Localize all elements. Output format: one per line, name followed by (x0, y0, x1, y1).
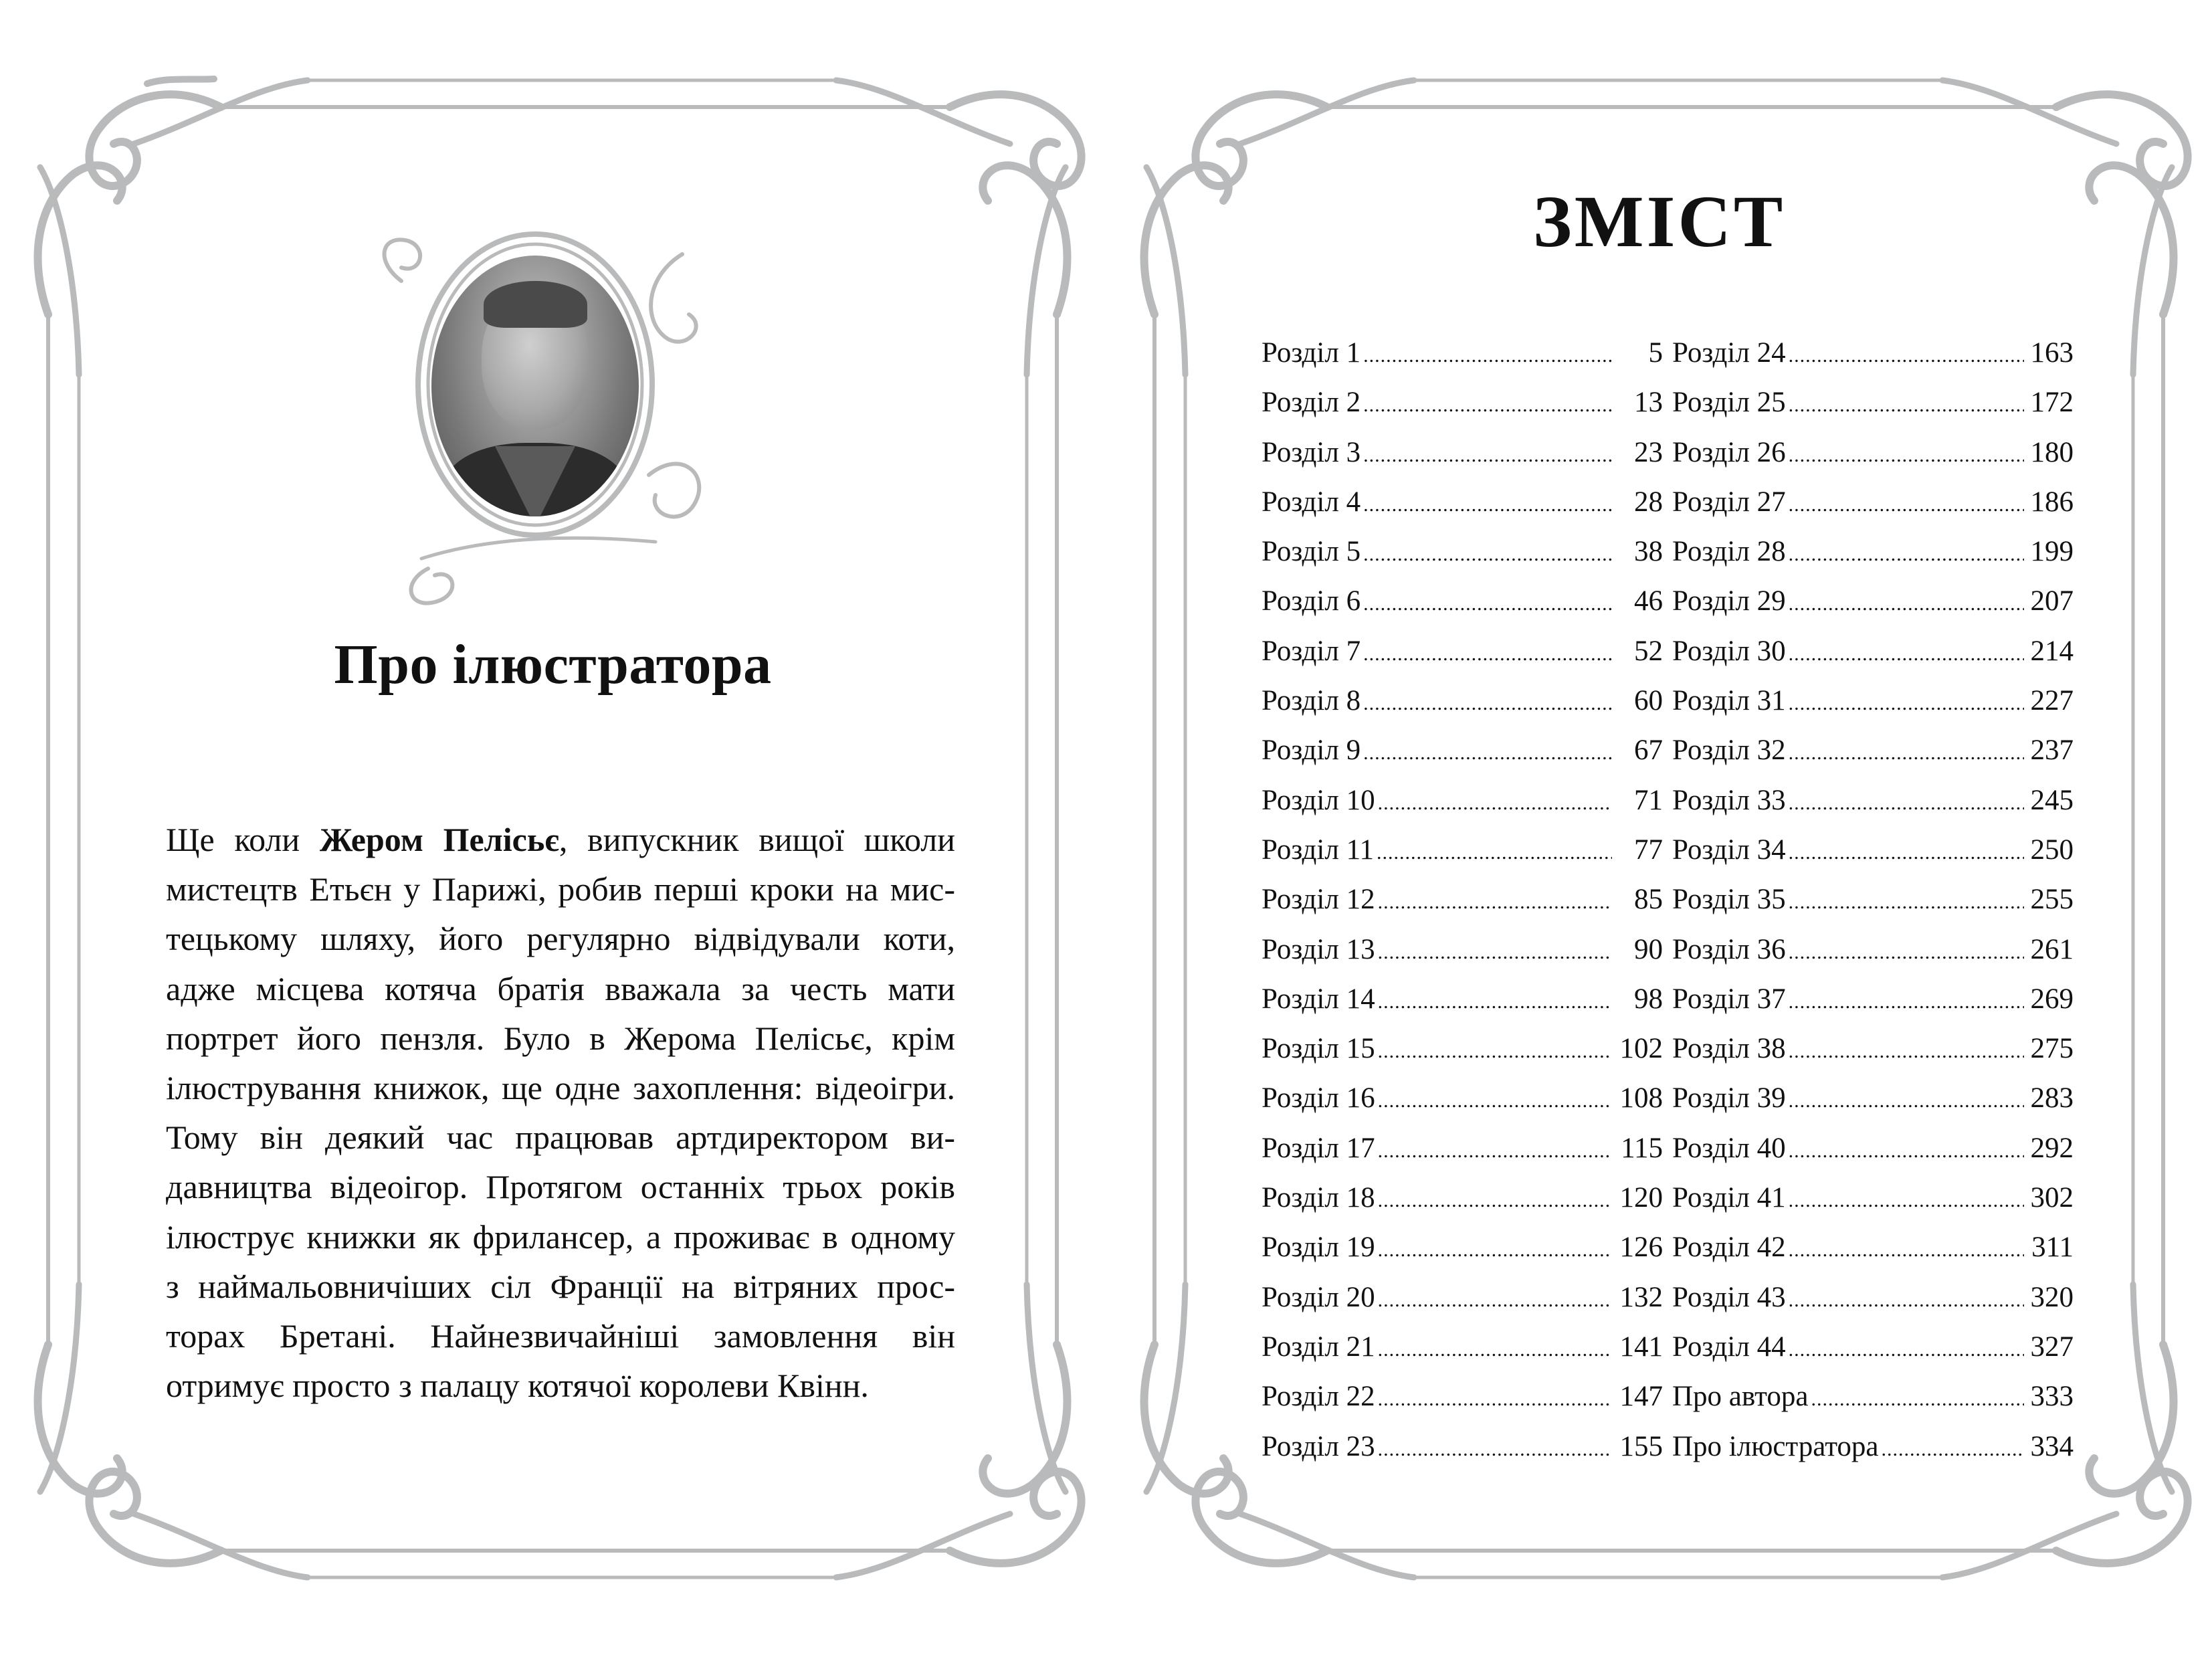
right-page (1106, 0, 2212, 1659)
dot-leader (1363, 643, 1612, 666)
dot-leader (1378, 1339, 1612, 1361)
toc-entry[interactable] (1262, 486, 1663, 535)
toc-entry-page: 311 (2031, 1232, 2074, 1264)
dot-leader (1377, 842, 1612, 864)
toc-entry-label: Розділ 27 (1672, 486, 1786, 518)
dot-leader (1363, 742, 1612, 765)
toc-entry[interactable] (1672, 983, 2074, 1032)
dot-leader (1378, 1189, 1612, 1212)
toc-entry-label: Розділ 14 (1262, 983, 1375, 1015)
toc-entry-page: 102 (1619, 1033, 1663, 1065)
toc-entry-page: 108 (1619, 1082, 1663, 1114)
toc-title: ЗМІСТ (1532, 181, 1786, 262)
toc-entry-page: 237 (2030, 735, 2074, 767)
toc-entry-page: 90 (1634, 933, 1663, 965)
toc-entry-page: 250 (2030, 834, 2074, 866)
toc-entry[interactable] (1262, 336, 1663, 386)
dot-leader (1363, 494, 1612, 516)
toc-entry[interactable] (1262, 1032, 1663, 1082)
bio-line: тецькому шляху, його регулярно відвідували коти, (166, 920, 955, 958)
toc-entry-label: Про автора (1672, 1381, 1809, 1413)
toc-entry[interactable] (1672, 1281, 2074, 1331)
toc-entry-label: Розділ 30 (1672, 635, 1786, 667)
toc-entry-page: 261 (2030, 933, 2074, 965)
toc-entry[interactable] (1262, 784, 1663, 834)
dot-leader (1378, 1040, 1612, 1063)
toc-entry-label: Розділ 36 (1672, 933, 1786, 965)
toc-entry-page: 60 (1634, 685, 1663, 717)
toc-entry-label: Розділ 17 (1262, 1132, 1375, 1164)
toc-entry[interactable] (1672, 1082, 2074, 1131)
toc-entry-label: Розділ 1 (1262, 337, 1361, 369)
toc-entry-page: 5 (1648, 337, 1663, 369)
toc-entry-label: Розділ 33 (1672, 784, 1786, 816)
toc-entry-page: 292 (2030, 1132, 2074, 1164)
dot-leader (1789, 394, 2024, 417)
toc-entry-label: Розділ 40 (1672, 1132, 1786, 1164)
toc-entry[interactable] (1672, 1430, 2074, 1480)
dot-leader (1378, 1289, 1612, 1312)
toc-entry-label: Розділ 24 (1672, 337, 1786, 369)
toc-entry-label: Розділ 19 (1262, 1232, 1375, 1264)
toc-entry[interactable] (1672, 1032, 2074, 1082)
toc-entry-label: Розділ 34 (1672, 834, 1786, 866)
toc-entry-page: 163 (2030, 337, 2074, 369)
toc-entry-page: 141 (1619, 1331, 1663, 1363)
dot-leader (1789, 444, 2024, 467)
toc-entry-label: Розділ 43 (1672, 1281, 1786, 1313)
toc-entry[interactable] (1262, 635, 1663, 684)
toc-entry[interactable] (1262, 1281, 1663, 1331)
toc-entry-page: 38 (1634, 536, 1663, 568)
dot-leader (1378, 1239, 1612, 1262)
toc-entry-label: Розділ 8 (1262, 685, 1361, 717)
toc-entry-label: Розділ 25 (1672, 387, 1786, 419)
toc-entry-label: Розділ 15 (1262, 1033, 1375, 1065)
toc-entry[interactable] (1672, 734, 2074, 783)
bio-line: торах Бретані. Найнезвичайніші замовлення він (166, 1317, 955, 1355)
bio-line: давництва відеоігор. Протягом останніх трьох років (166, 1168, 955, 1206)
toc-entry[interactable] (1672, 635, 2074, 684)
dot-leader (1789, 792, 2024, 815)
toc-entry[interactable] (1672, 535, 2074, 585)
toc-entry-page: 23 (1634, 436, 1663, 468)
toc-entry-page: 207 (2030, 585, 2074, 617)
toc-entry-label: Розділ 6 (1262, 585, 1361, 617)
dot-leader (1789, 1239, 2024, 1262)
toc-entry-page: 147 (1619, 1381, 1663, 1413)
bio-line: з наймальовничіших сіл Франції на вітряних прос- (166, 1267, 955, 1305)
toc-entry-label: Розділ 7 (1262, 635, 1361, 667)
toc-entry[interactable] (1262, 1430, 1663, 1480)
dot-leader (1789, 1090, 2024, 1112)
dot-leader (1789, 941, 2024, 964)
toc-entry[interactable] (1672, 883, 2074, 933)
toc-entry[interactable] (1672, 1331, 2074, 1380)
bio-line: Ще коли Жером Пелісьє, випускник вищої школи (166, 821, 956, 858)
toc-entry[interactable] (1672, 933, 2074, 983)
toc-entry-page: 283 (2030, 1082, 2074, 1114)
bio-line: ілюстрування книжок, ще одне захоплення: відеоігри. (166, 1069, 955, 1107)
dot-leader (1363, 394, 1612, 417)
portrait-frame (361, 221, 736, 609)
toc-entry-page: 115 (1621, 1132, 1663, 1164)
dot-leader (1789, 692, 2024, 715)
toc-entry-label: Розділ 39 (1672, 1082, 1786, 1114)
toc-entry-page: 46 (1634, 585, 1663, 617)
toc-entry-label: Розділ 13 (1262, 933, 1375, 965)
toc-entry-page: 320 (2030, 1281, 2074, 1313)
toc-entry-page: 214 (2030, 635, 2074, 667)
toc-entry-page: 180 (2030, 436, 2074, 468)
toc-entry-label: Розділ 31 (1672, 685, 1786, 717)
toc-entry-label: Розділ 11 (1262, 834, 1374, 866)
dot-leader (1378, 1438, 1612, 1461)
toc-entry-label: Розділ 44 (1672, 1331, 1786, 1363)
toc-entry[interactable] (1262, 436, 1663, 486)
toc-column-right (1672, 336, 2074, 1480)
toc-entry-page: 132 (1619, 1281, 1663, 1313)
bio-line: портрет його пензля. Було в Жерома Пелісьє, крім (166, 1019, 955, 1057)
illustrator-name: Жером Пелісьє (319, 821, 559, 858)
dot-leader (1789, 1339, 2024, 1361)
toc-entry[interactable] (1672, 1380, 2074, 1430)
toc-entry[interactable] (1262, 684, 1663, 734)
dot-leader (1789, 891, 2024, 914)
toc-entry-page: 255 (2030, 884, 2074, 916)
bio-line: ілюструє книжки як фрилансер, а проживає в одному (166, 1217, 955, 1256)
toc-entry[interactable] (1672, 834, 2074, 883)
toc-entry[interactable] (1672, 1181, 2074, 1231)
toc-column-left (1262, 336, 1663, 1480)
toc-entry-label: Про ілюстратора (1672, 1430, 1879, 1462)
toc-entry-label: Розділ 21 (1262, 1331, 1375, 1363)
dot-leader (1378, 792, 1612, 815)
toc-entry-page: 126 (1619, 1232, 1663, 1264)
toc-entry-page: 327 (2030, 1331, 2074, 1363)
toc-entry-page: 245 (2030, 784, 2074, 816)
toc-entry[interactable] (1672, 784, 2074, 834)
toc-entry[interactable] (1262, 883, 1663, 933)
dot-leader (1789, 643, 2024, 666)
toc-entry[interactable] (1262, 386, 1663, 435)
toc-entry-label: Розділ 37 (1672, 983, 1786, 1015)
toc-entry[interactable] (1262, 535, 1663, 585)
dot-leader (1378, 1388, 1612, 1411)
toc-entry-page: 13 (1634, 387, 1663, 419)
dot-leader (1378, 941, 1612, 964)
toc-entry-label: Розділ 41 (1672, 1182, 1786, 1214)
bio-line: отримує просто з палацу котячої королеви Квінн. (166, 1367, 869, 1405)
toc-entry-page: 333 (2030, 1381, 2074, 1413)
toc-entry-label: Розділ 32 (1672, 735, 1786, 767)
toc-entry-page: 199 (2030, 536, 2074, 568)
toc-entry[interactable] (1672, 1132, 2074, 1181)
dot-leader (1363, 543, 1612, 566)
dot-leader (1789, 345, 2024, 367)
dot-leader (1789, 494, 2024, 516)
toc-entry[interactable] (1672, 386, 2074, 435)
toc-entry-page: 334 (2030, 1430, 2074, 1462)
toc-entry-label: Розділ 9 (1262, 735, 1361, 767)
dot-leader (1882, 1438, 2024, 1461)
toc-entry-label: Розділ 28 (1672, 536, 1786, 568)
toc-entry-page: 155 (1619, 1430, 1663, 1462)
dot-leader (1378, 1140, 1612, 1163)
toc-entry-page: 275 (2030, 1033, 2074, 1065)
bio-line: Тому він деякий час працював артдиректором ви- (166, 1118, 955, 1157)
toc-entry-label: Розділ 26 (1672, 436, 1786, 468)
toc-entry-page: 186 (2030, 486, 2074, 518)
dot-leader (1789, 742, 2024, 765)
toc-entry-label: Розділ 2 (1262, 387, 1361, 419)
page-title: Про ілюстратора (334, 633, 772, 696)
toc-entry-label: Розділ 4 (1262, 486, 1361, 518)
bio-line: мистецтв Етьєн у Парижі, робив перші кроки на мис- (166, 870, 955, 908)
toc-entry[interactable] (1672, 585, 2074, 634)
dot-leader (1378, 1090, 1612, 1112)
toc-entry-label: Розділ 3 (1262, 436, 1361, 468)
dot-leader (1789, 593, 2024, 615)
toc-entry[interactable] (1672, 1231, 2074, 1280)
toc-entry-label: Розділ 29 (1672, 585, 1786, 617)
toc-entry-page: 52 (1634, 635, 1663, 667)
toc-entry-label: Розділ 20 (1262, 1281, 1375, 1313)
toc-entry-label: Розділ 38 (1672, 1033, 1786, 1065)
toc-entry[interactable] (1262, 1331, 1663, 1380)
toc-entry-label: Розділ 42 (1672, 1232, 1786, 1264)
dot-leader (1789, 1140, 2024, 1163)
toc-entry-page: 302 (2030, 1182, 2074, 1214)
toc-entry-page: 67 (1634, 735, 1663, 767)
toc-entry-label: Розділ 23 (1262, 1430, 1375, 1462)
toc-entry-page: 28 (1634, 486, 1663, 518)
toc-entry[interactable] (1672, 684, 2074, 734)
toc-entry-page: 120 (1619, 1182, 1663, 1214)
toc-entry-page: 98 (1634, 983, 1663, 1015)
illustrator-bio (166, 815, 955, 1410)
toc-entry[interactable] (1262, 933, 1663, 983)
dot-leader (1811, 1388, 2024, 1411)
toc-entry-page: 227 (2030, 685, 2074, 717)
toc-entry[interactable] (1262, 1082, 1663, 1131)
toc-entry[interactable] (1262, 585, 1663, 634)
illustrator-photo (431, 256, 639, 516)
toc-entry-label: Розділ 10 (1262, 784, 1375, 816)
dot-leader (1789, 1289, 2024, 1312)
toc-entry[interactable] (1672, 436, 2074, 486)
dot-leader (1363, 593, 1612, 615)
dot-leader (1789, 543, 2024, 566)
toc-entry-page: 71 (1634, 784, 1663, 816)
toc-entry[interactable] (1262, 734, 1663, 783)
toc-entry-page: 85 (1634, 884, 1663, 916)
toc-entry-label: Розділ 35 (1672, 884, 1786, 916)
toc-entry-page: 77 (1634, 834, 1663, 866)
dot-leader (1378, 891, 1612, 914)
dot-leader (1363, 345, 1612, 367)
toc-entry[interactable] (1672, 486, 2074, 535)
toc-entry[interactable] (1262, 1132, 1663, 1181)
toc-entry[interactable] (1262, 1181, 1663, 1231)
dot-leader (1789, 842, 2024, 864)
toc-entry-label: Розділ 16 (1262, 1082, 1375, 1114)
toc-entry-label: Розділ 12 (1262, 884, 1375, 916)
dot-leader (1789, 1189, 2024, 1212)
toc-entry-label: Розділ 22 (1262, 1381, 1375, 1413)
toc-entry-page: 172 (2030, 387, 2074, 419)
bio-line: адже місцева котяча братія вважала за честь мати (166, 969, 955, 1007)
toc-entry[interactable] (1262, 983, 1663, 1032)
dot-leader (1378, 991, 1612, 1013)
toc-entry-label: Розділ 5 (1262, 536, 1361, 568)
dot-leader (1789, 991, 2024, 1013)
toc-entry[interactable] (1262, 1380, 1663, 1430)
dot-leader (1363, 444, 1612, 467)
dot-leader (1789, 1040, 2024, 1063)
dot-leader (1363, 692, 1612, 715)
toc-entry[interactable] (1262, 1231, 1663, 1280)
toc-entry-label: Розділ 18 (1262, 1182, 1375, 1214)
toc-entry-page: 269 (2030, 983, 2074, 1015)
toc-entry[interactable] (1262, 834, 1663, 883)
toc-entry[interactable] (1672, 336, 2074, 386)
